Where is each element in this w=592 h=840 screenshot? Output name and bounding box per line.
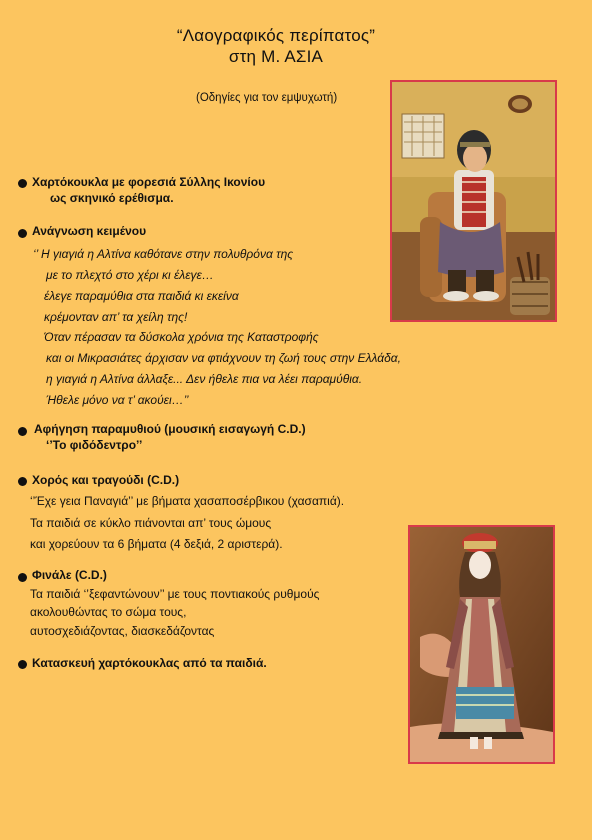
story-line: Ήθελε μόνο να τ’ ακούει…’’ [46,393,189,407]
subtitle: (Οδηγίες για τον εμψυχωτή) [196,92,338,104]
section-heading-finale: Φινάλε (C.D.) [32,568,107,582]
dance-line: και χορεύουν τα 6 βήματα (4 δεξιά, 2 αριστερά). [30,537,283,551]
section-heading-puppet-cont: ως σκηνικό ερέθισμα. [50,191,174,205]
finale-line: Τα παιδιά ‘’ξεφαντώνουν’’ με τους ποντιακούς ρυθμούς [30,587,320,601]
finale-line: ακολουθώντας το σώμα τους, [30,605,187,619]
story-line: κρέμονταν απ’ τα χείλη της! [44,310,188,324]
section-heading-craft: Κατασκευή χαρτόκουκλας από τα παιδιά. [32,656,267,670]
bullet-icon [18,179,27,188]
page-title-line2: στη Μ. ΑΣΙΑ [228,47,324,66]
bullet-icon [18,573,27,582]
story-line: ‘’ Η γιαγιά η Αλτίνα καθότανε στην πολυθρόνα της [33,247,294,261]
finale-line: αυτοσχεδιάζοντας, διασκεδάζοντας [30,624,215,638]
section-heading-puppet: Χαρτόκουκλα με φορεσιά Σύλλης Ικονίου [32,175,266,189]
story-line: και οι Μικρασιάτες άρχισαν να φτιάχνουν τη ζωή τους στην Ελλάδα, [46,351,401,365]
bullet-icon [18,427,27,436]
bullet-icon [18,229,27,238]
dance-line: ‘’Έχε γεια Παναγιά’’ με βήματα χασαποσέρβικου (χασαπιά). [30,494,345,508]
page-title: “Λαογραφικός περίπατος” [176,26,376,45]
story-line: έλεγε παραμύθια στα παιδιά κι εκείνα [44,289,239,303]
section-heading-tale-cont: ‘’Το φιδόδεντρο’’ [46,438,143,452]
story-line: Όταν πέρασαν τα δύσκολα χρόνια της Καταστροφής [44,330,319,344]
section-heading-reading: Ανάγνωση κειμένου [32,224,147,238]
section-heading-dance: Χορός και τραγούδι (C.D.) [32,473,180,487]
section-heading-tale: Αφήγηση παραμυθιού (μουσική εισαγωγή C.D.) [34,422,306,436]
bullet-icon [18,477,27,486]
bullet-icon [18,660,27,669]
story-line: με το πλεχτό στο χέρι κι έλεγε… [46,268,214,282]
dance-line: Τα παιδιά σε κύκλο πιάνονται απ’ τους ώμους [30,516,272,530]
paper-doll-photo [408,525,555,764]
grandmother-doll-photo [390,80,557,322]
story-line: η γιαγιά η Αλτίνα άλλαξε... Δεν ήθελε πια να λέει παραμύθια. [46,372,363,386]
